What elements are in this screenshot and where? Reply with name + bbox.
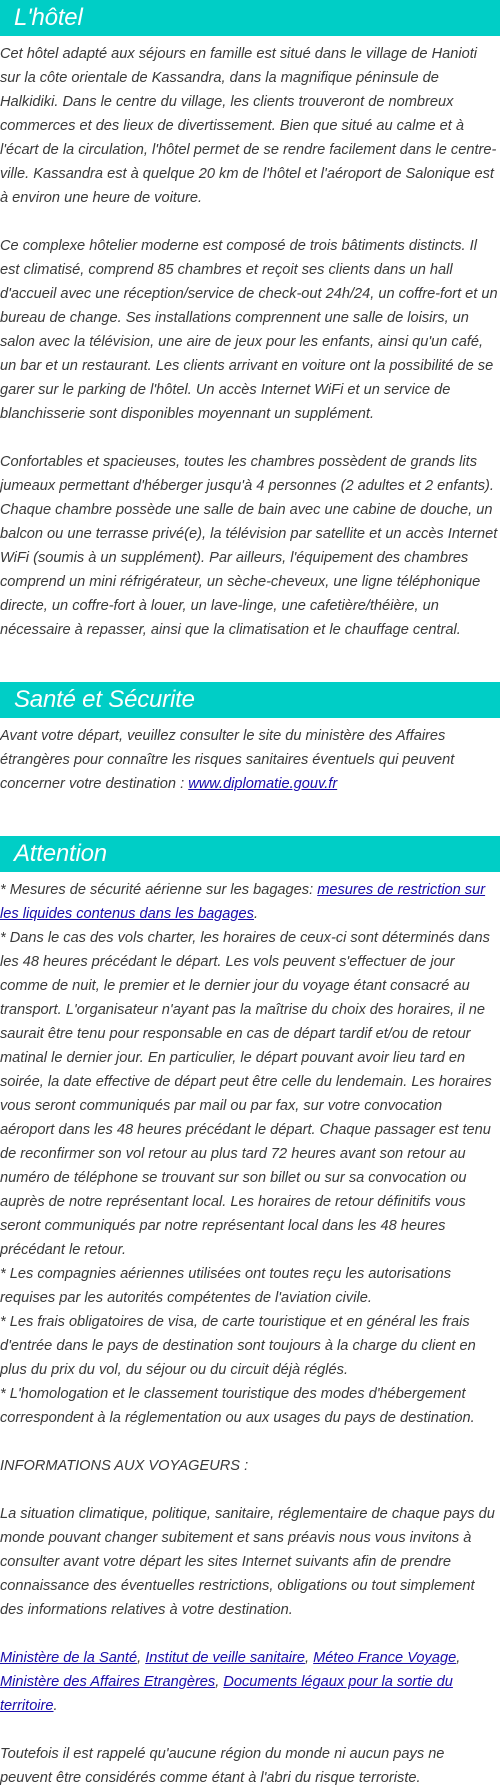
sante-paragraph <box>0 724 500 796</box>
bullet-1-prefix: * Mesures de sécurité aérienne sur les bagages: <box>0 882 318 898</box>
sante-section-title: Santé et Sécurite <box>14 686 195 713</box>
sante-section-header <box>0 682 500 718</box>
link-ministere-sante[interactable]: Ministère de la Santé <box>0 1650 138 1666</box>
hotel-section-title: L'hôtel <box>14 4 83 31</box>
info-text: La situation climatique, politique, sanitaire, réglementaire de chaque pays du monde pouvant changer subitement et sans préavis nous vous invitons à consulter avant votre départ les sites Internet suivants afin de prendre connaissance des éventuelles restrictions, obligations ou tout simplement des informations relatives à votre destination. <box>0 1506 495 1618</box>
link-meteo-france[interactable]: Méteo France Voyage <box>313 1650 457 1666</box>
diplomatie-link[interactable]: www.diplomatie.gouv.fr <box>188 776 338 792</box>
hotel-paragraph-3: Confortables et spacieuses, toutes les chambres possèdent de grands lits jumeaux permettant d'héberger jusqu'à 4 personnes (2 adultes et 2 enfants). Chaque chambre possède une salle de bain avec une cabine de douche, un balcon ou une terrasse privé(e), la télévision par satellite et un accès Internet WiFi (soumis à un supplément). Par ailleurs, l'équipement des chambres comprend un mini réfrigérateur, un sèche-cheveux, une ligne téléphonique directe, un coffre-fort à louer, un lave-linge, une cafetière/théière, un nécessaire à repasser, ainsi que la climatisation et le chauffage central. <box>0 454 498 638</box>
attention-bullet-5: * L'homologation et le classement touristique des modes d'hébergement correspondent à la réglementation ou aux usages du pays de destination. <box>0 1386 475 1426</box>
link-documents-legaux[interactable]: Documents légaux pour la sortie du territoire <box>0 1674 453 1714</box>
info-links: Ministère de la Santé, Institut de veille sanitaire, Méteo France Voyage, Ministère des Affaires Etrangères, Documents légaux pour la sortie du territoire. <box>0 1650 461 1714</box>
hotel-section-header <box>0 0 500 36</box>
attention-bullet-3: * Les compagnies aériennes utilisées ont toutes reçu les autorisations requises par les autorités compétentes de l'aviation civile. <box>0 1266 452 1306</box>
info-heading: INFORMATIONS AUX VOYAGEURS : <box>0 1458 249 1474</box>
link-affaires-etrangeres[interactable]: Ministère des Affaires Etrangères <box>0 1674 216 1690</box>
hotel-paragraph-1: Cet hôtel adapté aux séjours en famille est situé dans le village de Hanioti sur la côte orientale de Kassandra, dans la magnifique péninsule de Halkidiki. Dans le centre du village, les clients trouveront de nombreux commerces et des lieux de divertissement. Bien que situé au calme et à l'écart de la circulation, l'hôtel permet de se rendre facilement dans le centre-ville. Kassandra est à quelque 20 km de l'hôtel et l'aéroport de Salonique est à environ une heure de voiture. <box>0 46 497 206</box>
hotel-paragraph-2: Ce complexe hôtelier moderne est composé de trois bâtiments distincts. Il est climatisé, comprend 85 chambres et reçoit ses clients dans un hall d'accueil avec une réception/service de check-out 24h/24, un coffre-fort et un bureau de change. Ses installations comprennent une salle de loisirs, un salon avec la télévision, une aire de jeux pour les enfants, ainsi qu'un café, un bar et un restaurant. Les clients arrivant en voiture ont la possibilité de se garer sur le parking de l'hôtel. Un accès Internet WiFi et un service de blanchisserie sont disponibles moyennant un supplément. <box>0 238 498 422</box>
attention-section-title: Attention <box>14 840 107 867</box>
bullet-1-suffix: . <box>253 906 259 922</box>
attention-section-body <box>0 872 500 1790</box>
attention-bullet-1 <box>0 878 500 926</box>
attention-bullet-4: * Les frais obligatoires de visa, de carte touristique et en général les frais d'entrée dans le pays de destination sont toujours à la charge du client en plus du prix du vol, du séjour ou du circuit déjà réglés. <box>0 1314 476 1378</box>
link-institut-veille[interactable]: Institut de veille sanitaire <box>145 1650 306 1666</box>
final-text: Toutefois il est rappelé qu'aucune région du monde ni aucun pays ne peuvent être considérés comme étant à l'abri du risque terroriste. <box>0 1746 445 1786</box>
sante-text: Avant votre départ, veuillez consulter le site du ministère des Affaires étrangères pour connaître les risques sanitaires éventuels qui peuvent concerner votre destination : <box>0 728 455 792</box>
hotel-section-body <box>0 36 500 642</box>
attention-section-header <box>0 836 500 872</box>
sante-section-body <box>0 718 500 796</box>
attention-bullet-2: * Dans le cas des vols charter, les horaires de ceux-ci sont déterminés dans les 48 heures précédant le départ. Les vols peuvent s'effectuer de jour comme de nuit, le premier et le dernier jour du voyage étant consacré au transport. L'organisateur n'ayant pas la maîtrise du choix des horaires, il ne saurait être tenu pour responsable en cas de départ tardif et/ou de retour matinal le dernier jour. En particulier, le départ pouvant avoir lieu tard en soirée, la date effective de départ peut être celle du lendemain. Les horaires vous seront communiqués par mail ou par fax, sur votre convocation aéroport dans les 48 heures précédant le départ. Chaque passager est tenu de reconfirmer son vol retour au plus tard 72 heures avant son retour au numéro de téléphone se trouvant sur son billet ou sur sa convocation ou auprès de notre représentant local. Les horaires de retour définitifs vous seront communiqués par notre représentant local dans les 48 heures précédant le retour. <box>0 930 492 1258</box>
liquids-restriction-link[interactable]: mesures de restriction sur les liquides contenus dans les bagages <box>0 882 486 922</box>
